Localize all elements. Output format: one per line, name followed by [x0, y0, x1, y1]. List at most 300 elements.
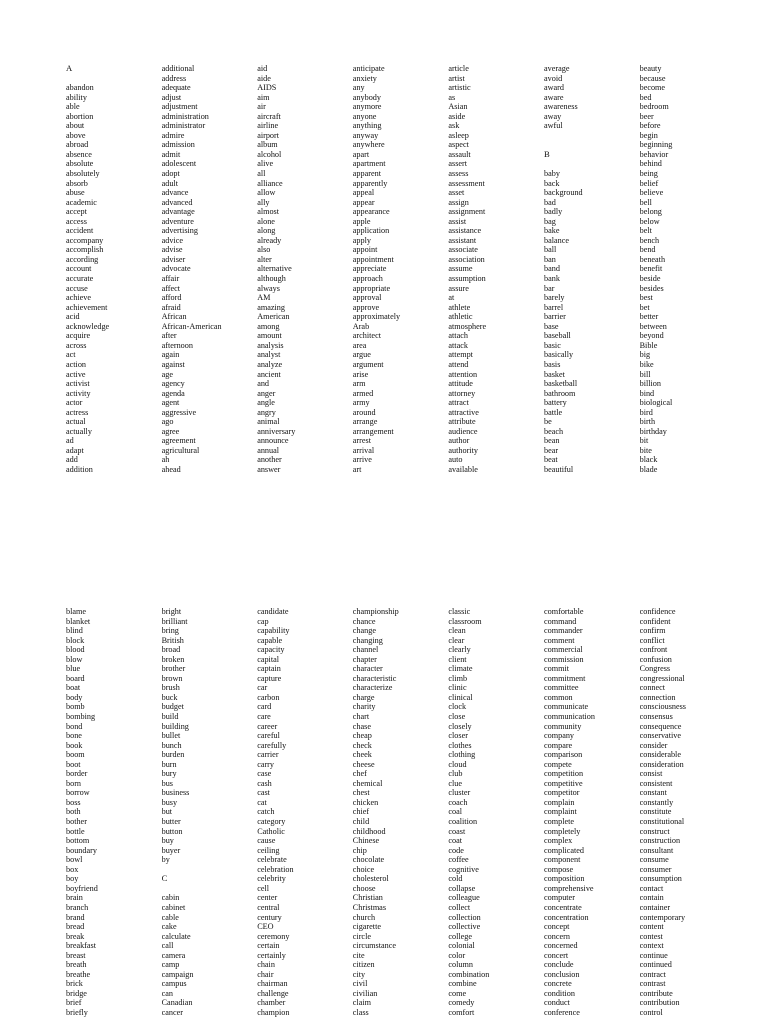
word-column [544, 607, 636, 1018]
word-entry: charity [352, 702, 376, 712]
word-entry: conservative [639, 731, 681, 741]
word-entry: confidence [639, 607, 676, 616]
word-entry: competitor [544, 788, 580, 798]
word-entry: among [257, 321, 280, 331]
word-entry: brilliant [161, 616, 188, 626]
word-entry: boundary [66, 845, 97, 855]
word-entry: consideration [639, 759, 684, 769]
word-entry: cite [352, 950, 365, 960]
word-entry: apply [352, 235, 371, 245]
word-entry: attend [448, 359, 469, 369]
word-entry: ancient [257, 369, 281, 379]
word-entry: appoint [352, 245, 378, 255]
word-entry: aware [544, 92, 564, 102]
word-entry: challenge [257, 988, 289, 998]
word-entry: basic [544, 340, 561, 350]
word-entry: adult [161, 178, 178, 188]
word-entry: continue [639, 950, 668, 960]
word-entry: behind [639, 159, 662, 169]
word-entry: but [161, 807, 173, 817]
word-entry: contrast [639, 979, 666, 989]
word-entry: birthday [639, 426, 667, 436]
word-entry: average [544, 64, 570, 73]
word-entry: certain [257, 941, 280, 951]
word-entry: conflict [639, 635, 665, 645]
word-entry: bag [544, 216, 556, 226]
word-entry: bunch [161, 740, 182, 750]
word-entry: absolute [66, 159, 94, 169]
word-entry: concentration [544, 912, 589, 922]
word-entry: across [66, 340, 87, 350]
word-entry: concert [544, 950, 569, 960]
word-entry: common [544, 692, 573, 702]
word-entry: ceremony [257, 931, 290, 941]
word-entry: bet [639, 302, 650, 312]
word-entry: artist [448, 73, 465, 83]
word-entry: consist [639, 769, 663, 779]
word-entry: adapt [66, 445, 84, 455]
word-entry: Bible [639, 340, 658, 350]
word-entry: administrator [161, 121, 206, 131]
letter-heading: B [544, 149, 550, 159]
word-entry: business [161, 788, 190, 798]
word-entry: collapse [448, 883, 476, 893]
word-entry: capacity [257, 645, 285, 655]
word-entry: accuse [66, 283, 88, 293]
word-entry: art [352, 464, 362, 474]
word-entry: box [66, 864, 79, 874]
word-entry: committee [544, 683, 579, 693]
word-entry: combination [448, 969, 490, 979]
word-entry: against [161, 359, 185, 369]
word-entry: bean [544, 436, 560, 446]
word-entry: cold [448, 874, 463, 884]
word-entry: aspect [448, 140, 469, 150]
word-entry: cancer [161, 1007, 183, 1017]
word-entry: button [161, 826, 183, 836]
word-entry: before [639, 121, 661, 131]
word-entry: careful [257, 731, 280, 741]
word-entry: college [448, 931, 473, 941]
word-entry: assessment [448, 178, 485, 188]
word-entry: club [448, 769, 463, 779]
word-entry: clinical [448, 692, 473, 702]
word-entry: bottle [66, 826, 85, 836]
word-entry: barrel [544, 302, 564, 312]
word-entry: construct [639, 826, 670, 836]
word-entry: basket [544, 369, 565, 379]
word-entry: alliance [257, 178, 283, 188]
word-entry: bomb [66, 702, 85, 712]
word-entry: arrange [352, 417, 378, 427]
word-entry: abuse [66, 188, 85, 198]
word-entry: camp [161, 960, 180, 970]
word-entry: conclusion [544, 969, 580, 979]
word-entry: chamber [257, 998, 286, 1008]
word-entry: ban [544, 254, 556, 264]
word-entry: athlete [448, 302, 471, 312]
word-entry: angle [257, 398, 275, 408]
word-entry: agenda [161, 388, 185, 398]
word-entry: cabinet [161, 902, 186, 912]
word-entry: commitment [544, 673, 586, 683]
word-entry: cigarette [352, 922, 381, 932]
word-entry: access [66, 216, 87, 226]
word-entry: assist [448, 216, 467, 226]
word-entry: air [257, 102, 266, 112]
word-entry: arrangement [352, 426, 394, 436]
word-entry: attract [448, 398, 469, 408]
word-entry: assure [448, 283, 469, 293]
word-entry: championship [352, 607, 399, 616]
word-entry: arm [352, 379, 366, 389]
word-entry: bed [639, 92, 652, 102]
word-entry: conference [544, 1007, 580, 1017]
word-entry: blue [66, 664, 81, 674]
word-entry: citizen [352, 960, 375, 970]
word-entry: champion [257, 1007, 290, 1017]
word-entry: capable [257, 635, 283, 645]
word-entry: control [639, 1007, 663, 1017]
word-entry: capture [257, 673, 282, 683]
word-entry: contact [639, 883, 664, 893]
word-entry: assume [448, 264, 473, 274]
word-entry: anymore [352, 102, 382, 112]
word-entry: consistent [639, 778, 673, 788]
word-entry: commission [544, 654, 584, 664]
word-entry: broad [161, 645, 181, 655]
word-entry: chef [352, 769, 367, 779]
word-entry: annual [257, 445, 280, 455]
word-entry: assignment [448, 207, 486, 217]
word-entry: believe [639, 188, 664, 198]
word-entry: boom [66, 750, 85, 760]
word-entry: amazing [257, 302, 285, 312]
word-entry: anticipate [352, 64, 385, 73]
word-entry: bind [639, 388, 655, 398]
word-entry: chain [257, 960, 275, 970]
word-entry: abroad [66, 140, 89, 150]
word-entry: armed [352, 388, 374, 398]
word-entry: coach [448, 797, 468, 807]
word-entry: appearance [352, 207, 390, 217]
word-entry: clearly [448, 645, 471, 655]
word-entry: academic [66, 197, 97, 207]
word-entry: colonial [448, 941, 475, 951]
word-entry: apparent [352, 169, 381, 179]
word-entry: brother [161, 664, 186, 674]
word-entry: consciousness [639, 702, 686, 712]
word-entry: clear [448, 635, 465, 645]
word-entry: aside [448, 111, 466, 121]
word-entry: actually [66, 426, 92, 436]
word-entry: city [352, 969, 366, 979]
word-entry: circumstance [352, 941, 396, 951]
word-entry: additional [161, 64, 195, 73]
word-entry: broken [161, 654, 185, 664]
word-entry: African [161, 312, 187, 322]
word-column [257, 607, 349, 1018]
word-entry: choice [352, 864, 375, 874]
word-entry: comment [544, 635, 575, 645]
word-entry: assign [448, 197, 469, 207]
word-entry: behavior [639, 149, 669, 159]
word-entry: center [257, 893, 278, 903]
word-entry: bake [544, 226, 560, 236]
word-entry: boss [66, 797, 81, 807]
word-entry: category [257, 817, 286, 827]
word-entry: aircraft [257, 111, 281, 121]
word-entry: computer [544, 893, 575, 903]
word-entry: contribute [639, 988, 673, 998]
word-entry: base [544, 321, 559, 331]
word-entry: blade [639, 464, 658, 474]
word-entry: burn [161, 759, 177, 769]
word-entry: break [66, 931, 85, 941]
word-entry: ad [66, 436, 74, 446]
word-entry: actual [66, 417, 86, 427]
word-entry: color [448, 950, 466, 960]
word-entry: advertising [161, 226, 198, 236]
word-entry: absolutely [66, 169, 100, 179]
word-column [162, 607, 254, 1018]
word-entry: apple [352, 216, 371, 226]
word-entry: concentrate [544, 902, 582, 912]
word-entry: command [544, 616, 577, 626]
word-entry: band [544, 264, 560, 274]
word-entry: closely [448, 721, 472, 731]
word-entry: Arab [352, 321, 370, 331]
word-column [353, 607, 445, 1018]
word-entry: bright [161, 607, 182, 616]
word-entry: any [352, 83, 365, 93]
word-entry: advanced [161, 197, 193, 207]
word-entry: boat [66, 683, 81, 693]
word-entry: asset [448, 188, 465, 198]
word-entry: briefly [66, 1007, 88, 1017]
word-entry: campaign [161, 969, 194, 979]
word-entry: consumption [639, 874, 682, 884]
word-entry: balance [544, 235, 569, 245]
word-entry: cabin [161, 893, 180, 903]
word-entry: abortion [66, 111, 94, 121]
word-entry: accomplish [66, 245, 104, 255]
word-entry: actor [66, 398, 83, 408]
word-entry: capability [257, 626, 290, 636]
word-entry: along [257, 226, 276, 236]
word-entry: cluster [448, 788, 471, 798]
word-entry: also [257, 245, 271, 255]
word-column [640, 607, 732, 1018]
word-entry: authority [448, 445, 478, 455]
word-entry: adventure [161, 216, 194, 226]
word-entry: advise [161, 245, 183, 255]
word-entry: busy [161, 797, 178, 807]
word-entry: change [352, 626, 376, 636]
word-entry: ask [448, 121, 460, 131]
word-entry: consensus [639, 712, 673, 722]
word-entry: cable [161, 912, 179, 922]
word-entry: comedy [448, 998, 475, 1008]
word-entry: AM [257, 293, 271, 303]
word-entry: component [544, 855, 581, 865]
word-entry: address [161, 73, 187, 83]
word-entry: commander [544, 626, 583, 636]
word-entry: combine [448, 979, 477, 989]
word-entry: continued [639, 960, 672, 970]
word-entry: call [161, 941, 174, 951]
word-entry: as [448, 92, 456, 102]
word-entry: company [544, 731, 575, 741]
word-entry: anything [352, 121, 382, 131]
word-entry: close [448, 712, 466, 722]
word-entry: accept [66, 207, 87, 217]
word-entry: available [448, 464, 478, 474]
word-entry: CEO [257, 922, 274, 932]
word-entry: assault [448, 149, 471, 159]
word-entry: because [639, 73, 666, 83]
word-entry: always [257, 283, 280, 293]
word-entry: arrive [352, 455, 372, 465]
word-entry: brand [66, 912, 85, 922]
word-entry: carefully [257, 740, 287, 750]
word-entry: battery [544, 398, 567, 408]
word-entry: construction [639, 836, 681, 846]
word-entry: circle [352, 931, 371, 941]
word-entry: American [257, 312, 290, 322]
word-entry: Chinese [352, 836, 380, 846]
word-entry: class [352, 1007, 369, 1017]
word-entry: collective [448, 922, 481, 932]
word-entry: breathe [66, 969, 91, 979]
word-entry: beautiful [544, 464, 574, 474]
word-entry: bar [544, 283, 555, 293]
word-entry: British [161, 635, 184, 645]
word-column [257, 64, 349, 475]
word-entry: ceiling [257, 845, 280, 855]
word-entry: candidate [257, 607, 289, 616]
word-entry: activist [66, 379, 90, 389]
word-entry: brush [161, 683, 180, 693]
word-entry: clothing [448, 750, 476, 760]
word-entry: argue [352, 350, 371, 360]
word-entry: affect [161, 283, 181, 293]
word-entry: achievement [66, 302, 108, 312]
word-entry: cholesterol [352, 874, 389, 884]
word-entry: born [66, 778, 82, 788]
word-entry: climb [448, 673, 468, 683]
word-entry: acid [66, 312, 80, 322]
word-entry: chase [352, 721, 371, 731]
word-entry: at [448, 293, 455, 303]
word-entry: adequate [161, 83, 191, 93]
word-entry: cheap [352, 731, 372, 741]
word-entry: angry [257, 407, 276, 417]
word-entry: comparison [544, 750, 583, 760]
word-entry: buyer [161, 845, 181, 855]
word-entry: complaint [544, 807, 577, 817]
word-entry: constantly [639, 797, 674, 807]
word-entry: administration [161, 111, 209, 121]
word-entry: apparently [352, 178, 388, 188]
word-entry: breakfast [66, 941, 97, 951]
word-entry: car [257, 683, 268, 693]
word-entry: condition [544, 988, 575, 998]
word-entry: acknowledge [66, 321, 110, 331]
word-entry: constant [639, 788, 667, 798]
word-entry: Christmas [352, 902, 387, 912]
word-entry: agree [161, 426, 180, 436]
word-entry: concrete [544, 979, 572, 989]
word-entry: cloud [448, 759, 467, 769]
word-column [162, 64, 254, 475]
word-entry: clock [448, 702, 467, 712]
word-entry: certainly [257, 950, 286, 960]
word-entry: and [257, 379, 270, 389]
word-entry: classic [448, 607, 471, 616]
word-entry: block [66, 635, 85, 645]
word-entry: blanket [66, 616, 91, 626]
word-entry: album [257, 140, 278, 150]
word-entry: bond [66, 721, 83, 731]
word-entry: again [161, 350, 180, 360]
word-entry: advocate [161, 264, 191, 274]
word-entry: bear [544, 445, 559, 455]
word-entry: collection [448, 912, 481, 922]
word-entry: bite [639, 445, 652, 455]
word-entry: barrier [544, 312, 566, 322]
word-entry: birth [639, 417, 656, 427]
word-entry: anywhere [352, 140, 385, 150]
word-entry: advance [161, 188, 189, 198]
word-entry: Congress [639, 664, 671, 674]
word-entry: attack [448, 340, 468, 350]
word-entry: chart [352, 712, 370, 722]
word-entry: bother [66, 817, 87, 827]
word-entry: anxiety [352, 73, 377, 83]
word-entry: character [352, 664, 383, 674]
word-entry: commercial [544, 645, 583, 655]
word-entry: blame [66, 607, 87, 616]
word-entry: athletic [448, 312, 473, 322]
word-entry: anyone [352, 111, 377, 121]
word-entry: contain [639, 893, 664, 903]
word-entry: check [352, 740, 372, 750]
word-entry: blind [66, 626, 83, 636]
word-entry: auto [448, 455, 463, 465]
word-entry: carbon [257, 692, 280, 702]
word-entry: although [257, 274, 286, 284]
word-entry: afternoon [161, 340, 193, 350]
word-entry: communicate [544, 702, 589, 712]
word-entry: analysis [257, 340, 284, 350]
word-entry: bit [639, 436, 649, 446]
word-entry: bring [161, 626, 179, 636]
word-entry: bedroom [639, 102, 669, 112]
word-entry: complete [544, 817, 575, 827]
word-entry: agreement [161, 436, 196, 446]
word-column [448, 607, 540, 1018]
word-entry: chemical [352, 778, 383, 788]
word-entry: case [257, 769, 272, 779]
word-entry: captain [257, 664, 281, 674]
word-entry: consultant [639, 845, 674, 855]
word-entry: carrier [257, 750, 279, 760]
word-entry: bike [639, 359, 654, 369]
word-entry: branch [66, 902, 89, 912]
word-entry: assumption [448, 274, 486, 284]
word-entry: Christian [352, 893, 383, 903]
